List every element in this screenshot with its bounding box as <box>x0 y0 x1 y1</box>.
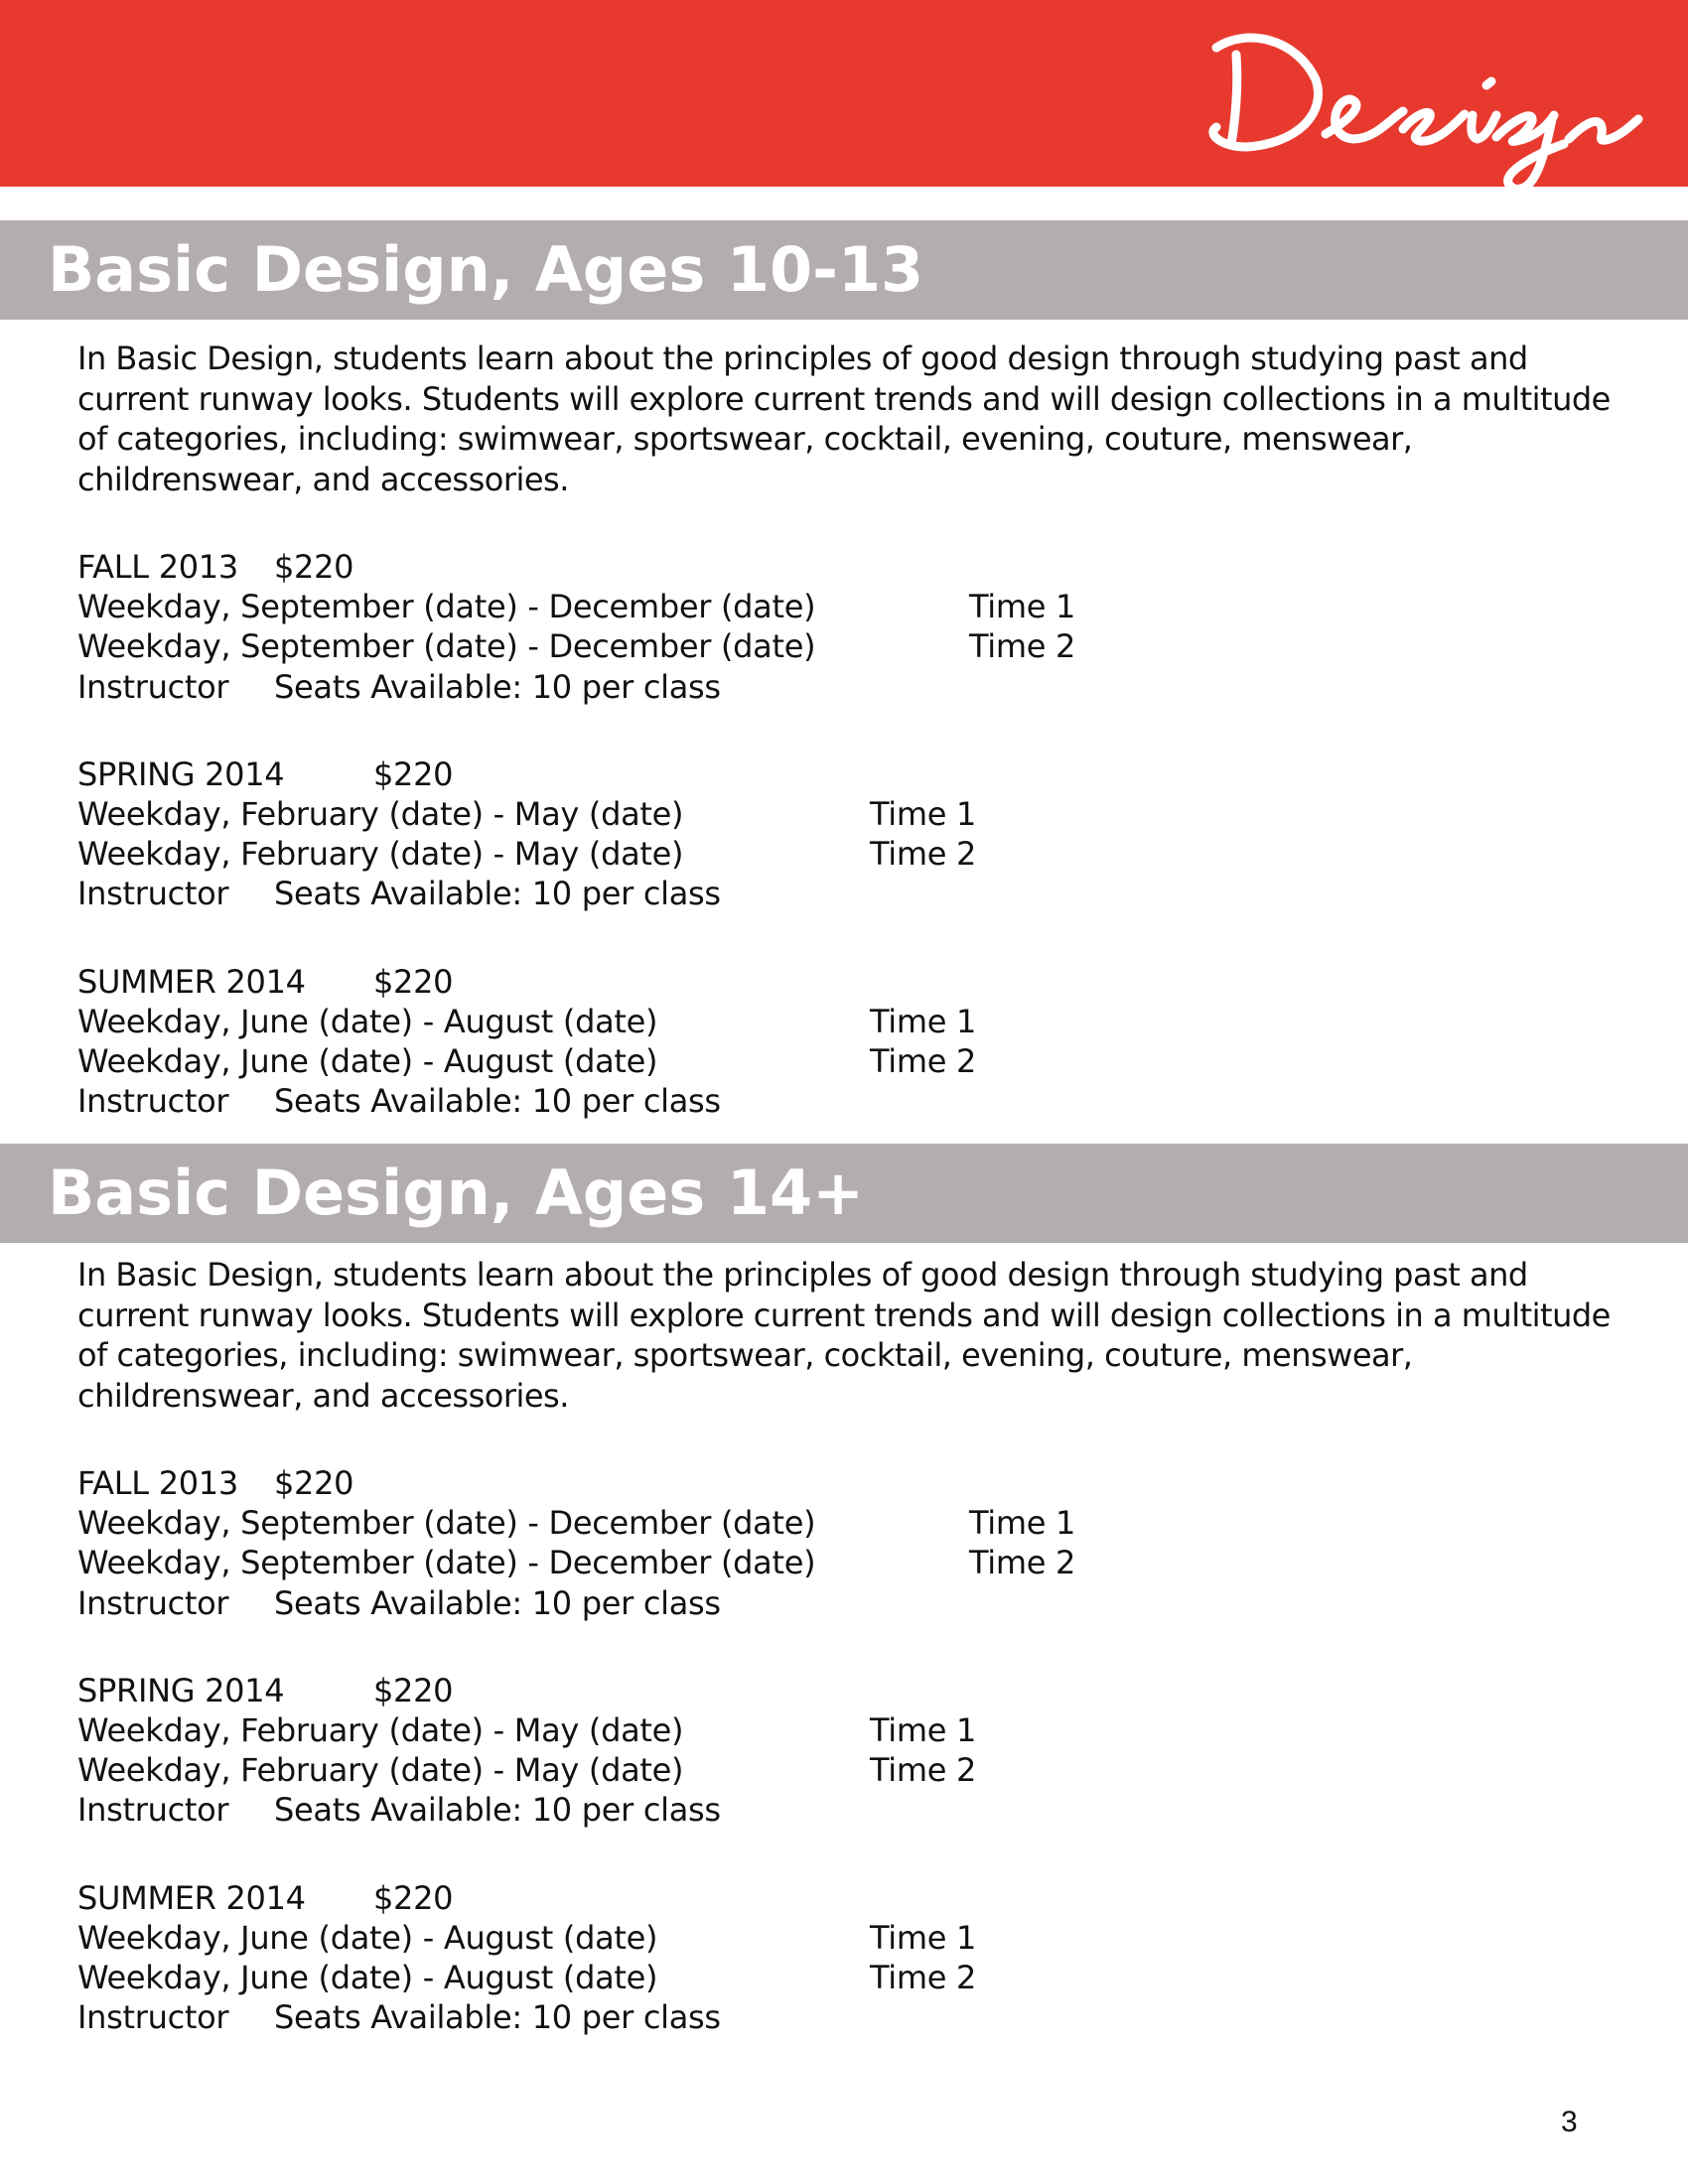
season-label: FALL 2013 <box>77 548 238 586</box>
instructor-label: Instructor <box>77 875 229 913</box>
seats-label: Seats Available: 10 per class <box>274 1583 721 1622</box>
term-header <box>77 962 1626 1002</box>
course-description: In Basic Design, students learn about the principles of good design through studying past and current runway looks. Students will explore current trends and will design collections in a multitude of categories, including: swimwear, sportswear, cocktail, evening, couture, menswear, childrenswear, and accessories. <box>77 340 1611 498</box>
session-row <box>77 1958 1626 1997</box>
session-row <box>77 626 1626 666</box>
session-dates: Weekday, February (date) - May (date) <box>77 1751 684 1790</box>
term-header <box>77 1878 1626 1918</box>
instructor-label: Instructor <box>77 1791 229 1830</box>
price-label: $220 <box>373 754 454 793</box>
term-summer-2014 <box>77 1878 1626 2038</box>
instructor-row <box>77 667 1626 707</box>
section-banner-ages-10-13 <box>0 220 1688 320</box>
session-row <box>77 1041 1626 1081</box>
session-row <box>77 794 1626 834</box>
section-banner-ages-14-plus <box>0 1144 1688 1243</box>
seats-label: Seats Available: 10 per class <box>274 667 721 706</box>
session-dates: Weekday, September (date) - December (date) <box>77 1504 816 1543</box>
session-row <box>77 1710 1626 1750</box>
term-header <box>77 1671 1626 1710</box>
session-row <box>77 834 1626 874</box>
instructor-label: Instructor <box>77 667 229 706</box>
session-dates: Weekday, June (date) - August (date) <box>77 1958 658 1996</box>
session-dates: Weekday, June (date) - August (date) <box>77 1918 658 1957</box>
price-label: $220 <box>373 962 454 1001</box>
session-time: Time 1 <box>969 588 1076 626</box>
term-summer-2014 <box>77 962 1626 1122</box>
session-row <box>77 1918 1626 1958</box>
season-label: FALL 2013 <box>77 1464 238 1502</box>
seats-label: Seats Available: 10 per class <box>274 1998 721 2037</box>
season-label: SUMMER 2014 <box>77 1878 306 1917</box>
session-row <box>77 1002 1626 1041</box>
instructor-row <box>77 1790 1626 1830</box>
session-time: Time 1 <box>870 1918 977 1957</box>
term-header <box>77 754 1626 794</box>
session-row <box>77 1543 1626 1582</box>
price-label: $220 <box>274 548 354 586</box>
session-time: Time 2 <box>870 1041 977 1080</box>
term-fall-2013 <box>77 1463 1626 1623</box>
season-label: SPRING 2014 <box>77 1671 285 1709</box>
seats-label: Seats Available: 10 per class <box>274 1082 721 1121</box>
seats-label: Seats Available: 10 per class <box>274 875 721 913</box>
session-row <box>77 1503 1626 1543</box>
section-title: Basic Design, Ages 10-13 <box>48 233 924 306</box>
price-label: $220 <box>274 1464 354 1502</box>
session-time: Time 1 <box>870 1002 977 1040</box>
season-label: SPRING 2014 <box>77 754 285 793</box>
session-dates: Weekday, February (date) - May (date) <box>77 794 684 833</box>
instructor-label: Instructor <box>77 1082 229 1121</box>
session-time: Time 2 <box>870 1958 977 1996</box>
instructor-label: Instructor <box>77 1583 229 1622</box>
section-body-ages-14-plus <box>77 1255 1626 2037</box>
term-spring-2014 <box>77 754 1626 914</box>
price-label: $220 <box>373 1671 454 1709</box>
course-description: In Basic Design, students learn about the principles of good design through studying past and current runway looks. Students will explore current trends and will design collections in a multitude of categories, including: swimwear, sportswear, cocktail, evening, couture, menswear, childrenswear, and accessories. <box>77 1256 1611 1415</box>
section-body-ages-10-13 <box>77 339 1626 1121</box>
instructor-row <box>77 1583 1626 1623</box>
term-header <box>77 1463 1626 1503</box>
session-row <box>77 1750 1626 1790</box>
term-header <box>77 547 1626 587</box>
session-dates: Weekday, September (date) - December (date) <box>77 627 816 666</box>
instructor-label: Instructor <box>77 1998 229 2037</box>
session-time: Time 2 <box>870 835 977 874</box>
seats-label: Seats Available: 10 per class <box>274 1791 721 1830</box>
session-time: Time 1 <box>969 1504 1076 1543</box>
session-dates: Weekday, June (date) - August (date) <box>77 1041 658 1080</box>
design-script-wordmark <box>1177 20 1643 194</box>
term-fall-2013 <box>77 547 1626 707</box>
session-time: Time 1 <box>870 794 977 833</box>
instructor-row <box>77 874 1626 913</box>
session-time: Time 2 <box>969 1544 1076 1582</box>
session-time: Time 2 <box>969 627 1076 666</box>
section-title: Basic Design, Ages 14+ <box>48 1157 865 1229</box>
term-spring-2014 <box>77 1671 1626 1831</box>
session-dates: Weekday, June (date) - August (date) <box>77 1002 658 1040</box>
session-dates: Weekday, February (date) - May (date) <box>77 1710 684 1749</box>
session-row <box>77 587 1626 626</box>
instructor-row <box>77 1081 1626 1121</box>
session-dates: Weekday, September (date) - December (date) <box>77 588 816 626</box>
session-dates: Weekday, February (date) - May (date) <box>77 835 684 874</box>
page-number: 3 <box>1561 2106 1578 2138</box>
season-label: SUMMER 2014 <box>77 962 306 1001</box>
session-time: Time 2 <box>870 1751 977 1790</box>
price-label: $220 <box>373 1878 454 1917</box>
session-time: Time 1 <box>870 1710 977 1749</box>
script-stroke <box>1213 38 1638 189</box>
instructor-row <box>77 1997 1626 2037</box>
session-dates: Weekday, September (date) - December (date) <box>77 1544 816 1582</box>
